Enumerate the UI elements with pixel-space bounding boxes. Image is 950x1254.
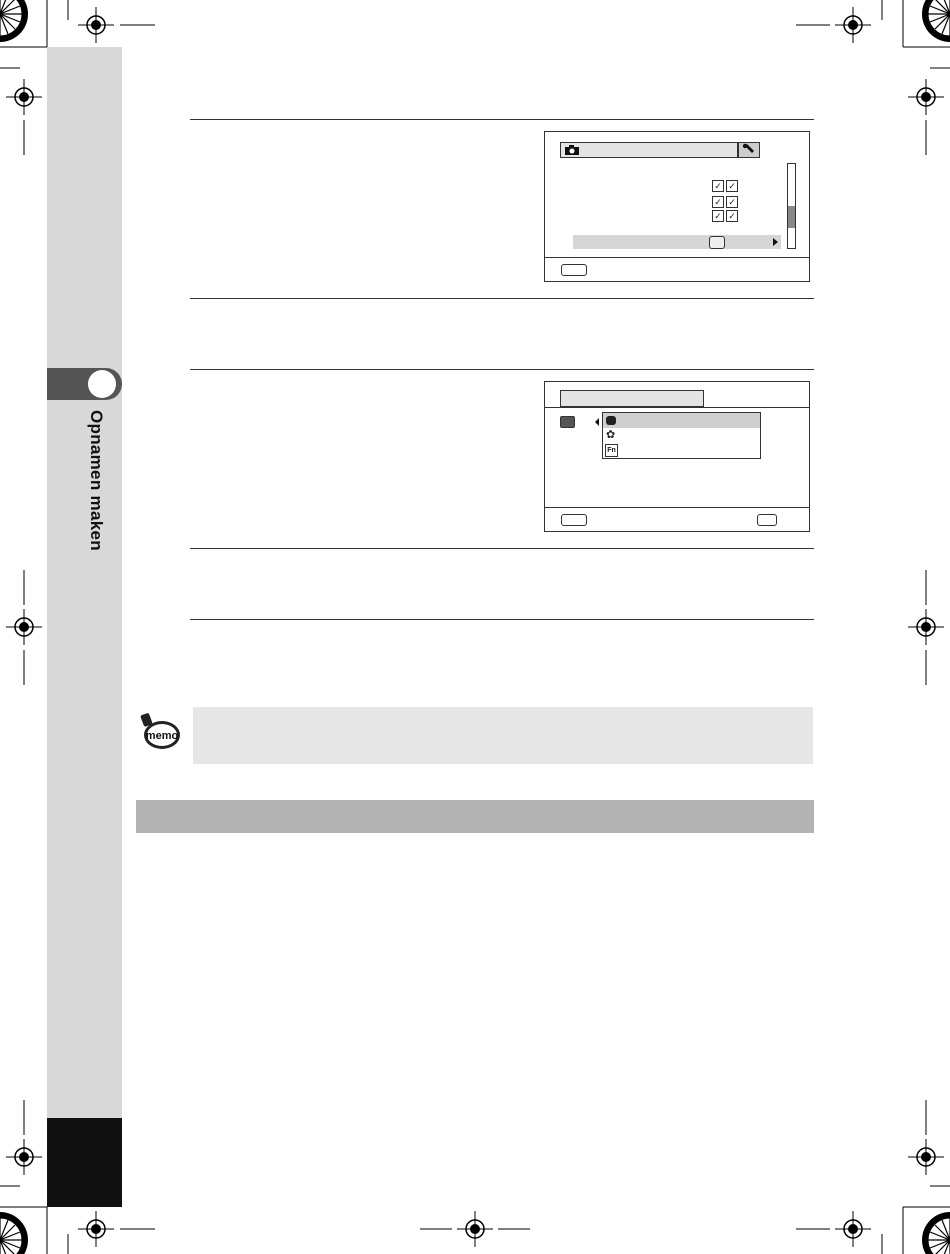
flower-icon: ✿ [606,429,616,441]
checkbox-icon: ✓ [712,180,724,192]
checkbox-icon: ✓ [726,180,738,192]
checkbox-icon: ✓ [726,210,738,222]
svg-text:memo: memo [145,730,179,742]
chapter-title: Opnamen maken [87,410,106,551]
checkbox-icon: ✓ [726,196,738,208]
checkbox-icon: ✓ [712,210,724,222]
fn-icon: Fn [605,444,618,457]
checkbox-icon: ✓ [712,196,724,208]
